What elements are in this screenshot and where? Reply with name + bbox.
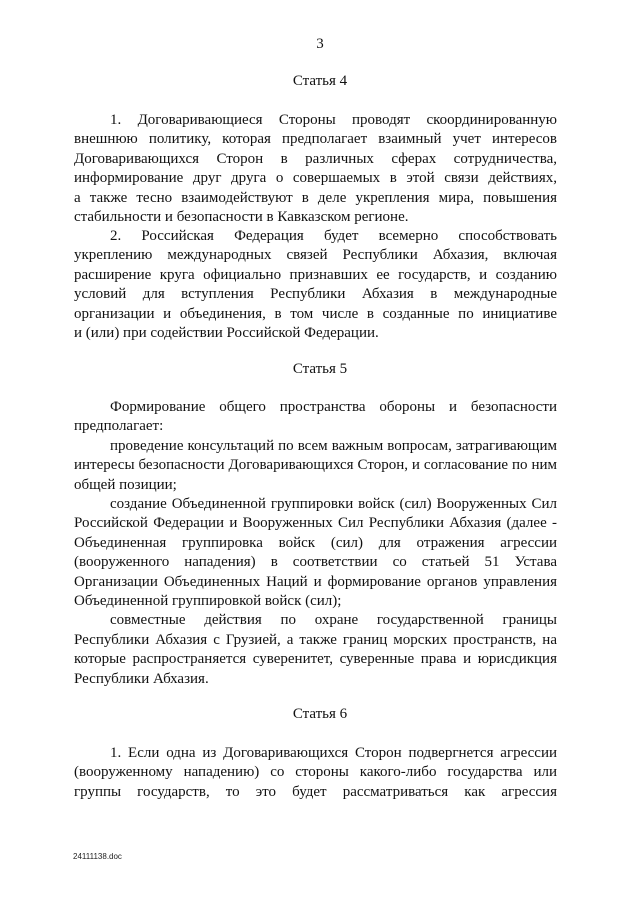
text-line: создание Объединенной группировки войск (сил) Вооруженных Сил bbox=[110, 496, 557, 513]
text-line: интересы безопасности Договаривающихся Сторон, и согласование по ним bbox=[74, 457, 557, 474]
text-line: Формирование общего пространства обороны и безопасности bbox=[110, 399, 557, 415]
article-4-heading: Статья 4 bbox=[292, 73, 348, 89]
text-line: Республики Абхазия с Грузией, а также границ морских пространств, на bbox=[74, 631, 557, 648]
text-line: информирование друг друга о совершаемых в этой связи действиях, bbox=[74, 170, 557, 187]
text-line: 2. Российская Федерация будет всемерно способствовать bbox=[110, 228, 557, 244]
text-line: совместные действия по охране государственной границы bbox=[110, 612, 557, 629]
text-line: предполагает: bbox=[74, 418, 164, 435]
text-line: которые распространяется суверенитет, суверенные права и юрисдикция bbox=[74, 651, 557, 668]
text-line: проведение консультаций по всем важным вопросам, затрагивающим bbox=[110, 437, 557, 454]
text-line: 1. Если одна из Договаривающихся Сторон подвергнется агрессии bbox=[110, 745, 557, 761]
article-5-body bbox=[74, 398, 557, 689]
article-5-heading: Статья 5 bbox=[292, 361, 348, 377]
text-line: и (или) при содействии Российской Федерации. bbox=[74, 325, 379, 342]
text-line: Организации Объединенных Наций и формирование органов управления bbox=[74, 573, 557, 590]
text-line: Объединенная группировка войск (сил) для отражения агрессии bbox=[74, 534, 557, 551]
text-line: организации и объединения, в том числе в созданные по инициативе bbox=[74, 305, 557, 322]
text-line: 1. Договаривающиеся Стороны проводят скоординированную bbox=[110, 112, 557, 128]
file-name-footer: 24111138.doc bbox=[73, 852, 122, 861]
text-line: группы государств, то это будет рассматриваться как агрессия bbox=[74, 783, 557, 800]
text-line: стабильности и безопасности в Кавказском регионе. bbox=[74, 209, 409, 226]
text-line: (вооруженному нападению) со стороны какого-либо государства или bbox=[74, 764, 557, 781]
text-line: Объединенной группировкой войск (сил); bbox=[74, 593, 342, 610]
article-4-paragraph-2 bbox=[74, 227, 557, 343]
text-line: общей позиции; bbox=[74, 476, 177, 493]
text-line: внешнюю политику, которая предполагает взаимный учет интересов bbox=[74, 131, 557, 148]
article-6-heading: Статья 6 bbox=[292, 706, 348, 722]
text-line: Российской Федерации и Вооруженных Сил Республики Абхазия (далее - bbox=[74, 515, 557, 532]
article-6-paragraph-1 bbox=[74, 744, 557, 802]
text-line: условий для вступления Республики Абхазия в международные bbox=[74, 286, 557, 303]
text-line: а также тесно взаимодействуют в деле укрепления мира, повышения bbox=[74, 189, 557, 206]
text-line: (вооруженного нападения) в соответствии со статьей 51 Устава bbox=[74, 554, 557, 571]
text-line: укреплению международных связей Республики Абхазия, включая bbox=[74, 247, 557, 264]
page-number: 3 bbox=[316, 36, 324, 52]
text-line: Республики Абхазия. bbox=[74, 670, 209, 687]
text-line: Договаривающихся Сторон в различных сферах сотрудничества, bbox=[74, 150, 557, 167]
article-4-paragraph-1 bbox=[74, 111, 557, 227]
text-line: расширение круга официально признавших ее государств, и созданию bbox=[74, 266, 557, 283]
